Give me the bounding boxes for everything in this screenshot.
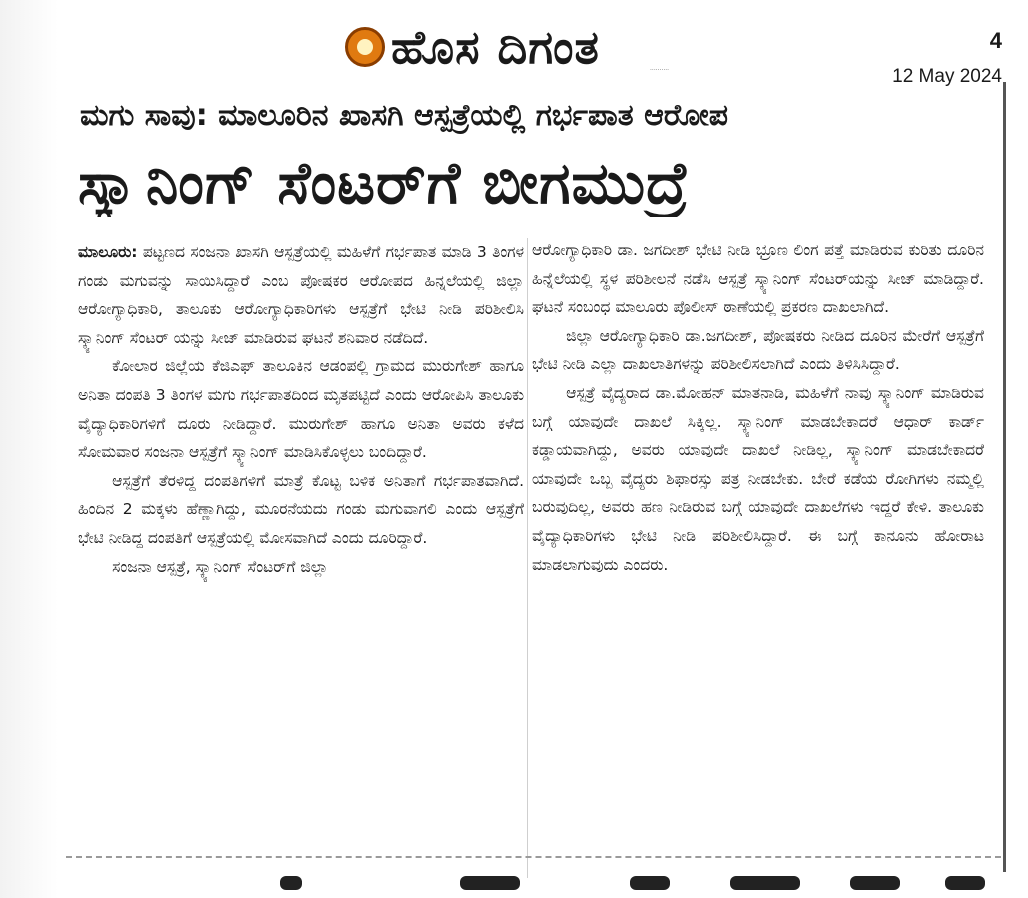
column1-paragraph-1-text: ಪಟ್ಟಣದ ಸಂಜನಾ ಖಾಸಗಿ ಆಸ್ಪತ್ರೆಯಲ್ಲಿ ಮಹಿಳೆಗೆ ಗರ್ಭಪಾತ ಮಾಡಿ 3 ತಿಂಗಳ ಗಂಡು ಮಗುವನ್ನು ಸಾಯಿಸಿದ್ದಾರೆ ಎಂಬ ಪೋಷಕರ ಆರೋಪದ ಹಿನ್ನಲೆಯಲ್ಲಿ ಜಿಲ್ಲಾ ಆರೋಗ್ಯಾಧಿಕಾರಿ, ತಾಲೂಕು ಆರೋಗ್ಯಾಧಿಕಾರಿಗಳು ಆಸ್ಪತ್ರೆಗೆ ಭೇಟಿ ನೀಡಿ ಪರಿಶೀಲಿಸಿ ಸ್ಕ್ಯಾನಿಂಗ್ ಸೆಂಟರ್ ಯನ್ನು ಸೀಜ್ ಮಾಡಿರುವ ಘಟನೆ ಶನಿವಾರ ನಡೆದಿದೆ. <box>78 243 524 347</box>
page-number: 4 <box>989 28 1002 53</box>
article-column-2 <box>532 236 984 840</box>
column2-paragraph-2: ಜಿಲ್ಲಾ ಆರೋಗ್ಯಾಧಿಕಾರಿ ಡಾ.ಜಗದೀಶ್, ಪೋಷಕರು ನೀಡಿದ ದೂರಿನ ಮೇರೆಗೆ ಆಸ್ಪತ್ರೆಗೆ ಭೇಟಿ ನೀಡಿ ಎಲ್ಲಾ ದಾಖಲಾತಿಗಳನ್ನು ಪರಿಶೀಲಿಸಲಾಗಿದೆ ಎಂದು ತಿಳಿಸಿಸಿದ್ದಾರೆ. <box>532 326 984 374</box>
column1-paragraph-3: ಆಸ್ಪತ್ರೆಗೆ ತೆರಳಿದ್ದ ದಂಪತಿಗಳಿಗೆ ಮಾತ್ರೆ ಕೊಟ್ಟ ಬಳಿಕ ಅನಿತಾಗೆ ಗರ್ಭಪಾತವಾಗಿದೆ. ಹಿಂದಿನ 2 ಮಕ್ಕಳು ಹೆಣ್ಣಾಗಿದ್ದು, ಮೂರನೆಯದು ಗಂಡು ಮಗುವಾಗಲಿ ಎಂದು ಆಸ್ಪತ್ರೆಗೆ ಭೇಟಿ ನೀಡಿದ್ದ ದಂಪತಿಗೆ ಆಸ್ಪತ್ರೆಯಲ್ಲಿ ಮೋಸವಾಗಿದೆ ಎಂದು ದೂರಿದ್ದಾರೆ. <box>78 471 524 547</box>
article-column-1 <box>78 238 524 858</box>
cutoff-glyph <box>280 876 302 890</box>
column1-paragraph-4: ಸಂಜನಾ ಆಸ್ಪತ್ರೆ, ಸ್ಕ್ಯಾನಿಂಗ್ ಸೆಂಟರ್‌ಗೆ ಜಿಲ್ಲಾ <box>112 557 329 576</box>
article-headline: ಸ್ಕ್ಯಾನಿಂಗ್ ಸೆಂಟರ್‌ಗೆ ಬೀಗಮುದ್ರೆ <box>78 150 690 217</box>
article-kicker: ಮಗು ಸಾವು: ಮಾಲೂರಿನ ಖಾಸಗಿ ಆಸ್ಪತ್ರೆಯಲ್ಲಿ ಗರ್ಭಪಾತ ಆರೋಪ <box>80 98 728 133</box>
paper-name: ಹೊಸ ದಿಗಂತ <box>391 20 600 74</box>
article-dateline: ಮಾಲೂರು: <box>78 243 138 261</box>
story-separator-rule <box>66 856 1001 858</box>
next-story-headline-cutoff <box>210 862 1000 898</box>
masthead <box>345 12 600 82</box>
page-date: 12 May 2024 <box>892 66 1002 87</box>
cutoff-glyph <box>730 876 800 890</box>
newspaper-logo-icon <box>345 27 385 67</box>
column1-paragraph-1 <box>78 238 524 352</box>
masthead-tagline-mark: ·········· <box>650 67 670 74</box>
cutoff-glyph <box>460 876 520 890</box>
column1-paragraph-2: ಕೋಲಾರ ಜಿಲ್ಲೆಯ ಕೆಜಿಎಫ್ ತಾಲೂಕಿನ ಆಡಂಪಲ್ಲಿ ಗ್ರಾಮದ ಮುರುಗೇಶ್ ಹಾಗೂ ಅನಿತಾ ದಂಪತಿ 3 ತಿಂಗಳ ಮಗು ಗರ್ಭಪಾತದಿಂದ ಮೃತಪಟ್ಟಿದೆ ಎಂದು ಆರೋಪಿಸಿ ತಾಲೂಕು ವೈದ್ಯಾಧಿಕಾರಿಗಳಿಗೆ ದೂರು ನೀಡಿದ್ದಾರೆ. ಮುರುಗೇಶ್ ಹಾಗೂ ಅನಿತಾ ಅವರು ಕಳೆದ ಸೋಮವಾರ ಸಂಜನಾ ಆಸ್ಪತ್ರೆಗೆ ಸ್ಕ್ಯಾನಿಂಗ್ ಮಾಡಿಸಿಕೊಳ್ಳಲು ಬಂದಿದ್ದಾರೆ. <box>78 357 524 462</box>
scan-edge-shadow <box>0 0 58 898</box>
column2-paragraph-3: ಆಸ್ಪತ್ರೆ ವೈದ್ಯರಾದ ಡಾ.ಮೋಹನ್ ಮಾತನಾಡಿ, ಮಹಿಳೆಗೆ ನಾವು ಸ್ಕ್ಯಾನಿಂಗ್ ಮಾಡಿರುವ ಬಗ್ಗೆ ಯಾವುದೇ ದಾಖಲೆ ಸಿಕ್ಕಿಲ್ಲ. ಸ್ಕ್ಯಾನಿಂಗ್ ಮಾಡಬೇಕಾದರೆ ಆಧಾರ್ ಕಾರ್ಡ್ ಕಡ್ಡಾಯವಾಗಿದ್ದು, ಅವರು ಯಾವುದೇ ದಾಖಲೆ ನೀಡಿಲ್ಲ, ಸ್ಕ್ಯಾನಿಂಗ್ ಮಾಡಬೇಕಾದರೆ ಯಾವುದೇ ಒಬ್ಬ ವೈದ್ಯರು ಶಿಫಾರಸ್ಸು ಪತ್ರ ನೀಡಬೇಕು. ಬೇರೆ ಕಡೆಯ ರೋಗಿಗಳು ನಮ್ಮಲ್ಲಿ ಬರುವುದಿಲ್ಲ, ಅವರು ಹಣ ನೀಡಿರುವ ಬಗ್ಗೆ ಯಾವುದೇ ದಾಖಲೆಗಳು ಇದ್ದರೆ ಕೇಳಿ. ತಾಲೂಕು ವೈದ್ಯಾಧಿಕಾರಿಗಳು ಭೇಟಿ ನೀಡಿ ಪರಿಶೀಲಿಸಿದ್ದಾರೆ. ಈ ಬಗ್ಗೆ ಕಾನೂನು ಹೋರಾಟ ಮಾಡಲಾಗುವುದು ಎಂದರು. <box>532 383 984 574</box>
right-border-rule <box>1003 82 1006 872</box>
cutoff-glyph <box>630 876 670 890</box>
cutoff-glyph <box>945 876 985 890</box>
column2-paragraph-1: ಆರೋಗ್ಯಾಧಿಕಾರಿ ಡಾ. ಜಗದೀಶ್ ಭೇಟಿ ನೀಡಿ ಭ್ರೂಣ ಲಿಂಗ ಪತ್ತೆ ಮಾಡಿರುವ ಕುರಿತು ದೂರಿನ ಹಿನ್ನೆಲೆಯಲ್ಲಿ ಸ್ಥಳ ಪರಿಶೀಲನೆ ನಡೆಸಿ ಆಸ್ಪತ್ರೆ ಸ್ಕ್ಯಾನಿಂಗ್ ಸೆಂಟರ್‌ಯನ್ನು ಸೀಜ್ ಮಾಡಿದ್ದಾರೆ. ಘಟನೆ ಸಂಬಂಧ ಮಾಲೂರು ಪೊಲೀಸ್ ಠಾಣೆಯಲ್ಲಿ ಪ್ರಕರಣ ದಾಖಲಾಗಿದೆ. <box>532 241 984 317</box>
logo-emblem-icon <box>357 39 373 55</box>
cutoff-glyph <box>850 876 900 890</box>
column-divider <box>527 238 528 878</box>
